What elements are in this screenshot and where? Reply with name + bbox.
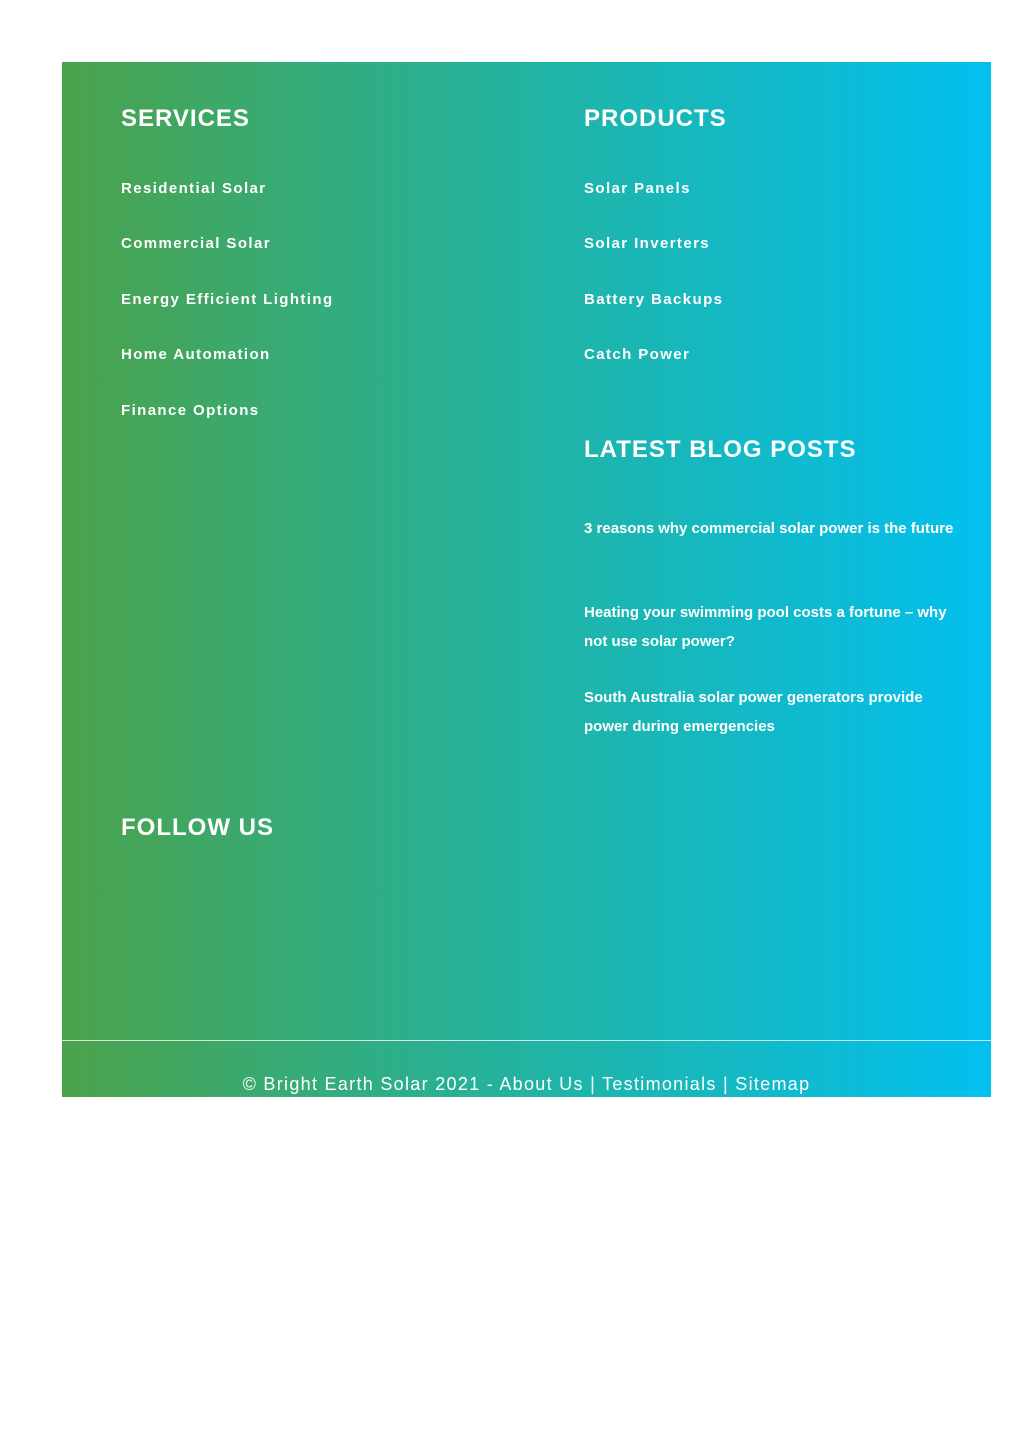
blog-post-link[interactable]: Heating your swimming pool costs a fortune – why not use solar power? xyxy=(584,604,947,650)
separator: | xyxy=(716,1074,736,1094)
blog-post-link[interactable]: South Australia solar power generators provide power during emergencies xyxy=(584,689,923,735)
blog-post-link[interactable]: 3 reasons why commercial solar power is the future xyxy=(584,520,954,537)
services-heading: SERVICES xyxy=(121,105,250,132)
sitemap-link[interactable]: Sitemap xyxy=(735,1074,811,1094)
testimonials-link[interactable]: Testimonials xyxy=(602,1074,717,1094)
copyright-text: © Bright Earth Solar 2021 - xyxy=(242,1074,500,1094)
product-link-battery-backups[interactable]: Battery Backups xyxy=(584,291,724,308)
service-link-home-automation[interactable]: Home Automation xyxy=(121,346,271,363)
service-link-commercial-solar[interactable]: Commercial Solar xyxy=(121,235,271,252)
footer-divider xyxy=(62,1040,991,1041)
site-footer xyxy=(62,62,991,1097)
service-link-finance-options[interactable]: Finance Options xyxy=(121,402,260,419)
latest-blog-posts-heading: LATEST BLOG POSTS xyxy=(584,436,857,463)
products-heading: PRODUCTS xyxy=(584,105,727,132)
about-us-link[interactable]: About Us xyxy=(499,1074,584,1094)
product-link-solar-panels[interactable]: Solar Panels xyxy=(584,180,691,197)
product-link-solar-inverters[interactable]: Solar Inverters xyxy=(584,235,711,252)
product-link-catch-power[interactable]: Catch Power xyxy=(584,346,691,363)
follow-us-heading: FOLLOW US xyxy=(121,814,274,841)
copyright-bar xyxy=(62,1073,991,1095)
separator: | xyxy=(583,1074,603,1094)
service-link-residential-solar[interactable]: Residential Solar xyxy=(121,180,267,197)
service-link-energy-efficient-lighting[interactable]: Energy Efficient Lighting xyxy=(121,291,334,308)
